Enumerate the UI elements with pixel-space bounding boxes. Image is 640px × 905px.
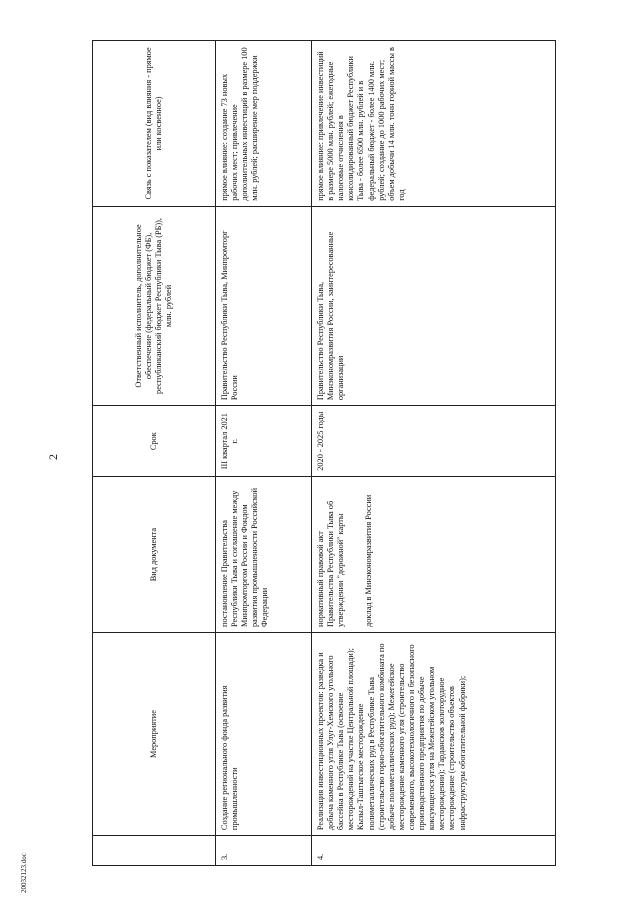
link-cell: прямое влияние: привлечение инвестиций в размере 5000 млн. рублей; ежегодные налоговые отчисления в консолидированный бюджет Республики Тыва - более 6500 млн. рублей и в федеральный бюджет - более 1400 млн. рублей; создание до 1000 рабочих мест; объем добычи 14 млн. тонн горной массы в год bbox=[312, 41, 556, 207]
executor-cell: Правительство Республики Тыва, Минпромторг России bbox=[216, 206, 312, 405]
header-num bbox=[93, 836, 216, 866]
row-number: 3. bbox=[216, 836, 312, 866]
term-cell: 2020 - 2025 годы bbox=[312, 406, 556, 477]
document-code: 20032123.doc bbox=[20, 853, 28, 893]
activity-cell: Создание регионального фонда развития промышленности bbox=[216, 632, 312, 835]
header-term: Срок bbox=[93, 406, 216, 477]
table-header-row bbox=[93, 41, 216, 866]
executor-cell: Правительство Республики Тыва, Минэкономразвития России, заинтересованные организации bbox=[312, 206, 556, 405]
doc-type-text: нормативный правовой акт Правительства Республики Тыва об утверждении "дорожной" карты bbox=[316, 500, 346, 627]
row-number: 4. bbox=[312, 836, 556, 866]
activities-table-sheet bbox=[92, 40, 556, 866]
header-executor: Ответственный исполнитель, дополнительное обеспечение (федеральный бюджет (ФБ), республиканский бюджет Республики Тыва (РБ)), млн. рублей bbox=[93, 206, 216, 405]
header-link: Связь с показателем (вид влияния - прямое или косвенное) bbox=[93, 41, 216, 207]
doc-type-cell: постановление Правительства Республики Тыва и соглашение между Минпромторгом России и Фондом развития промышленности Российской Федерации bbox=[216, 477, 312, 633]
doc-type-cell bbox=[312, 477, 556, 633]
activities-table bbox=[92, 40, 556, 866]
activity-cell: Реализация инвестиционных проектов: разведка и добыча каменного угля Улуг-Хемского угольного бассейна в Республике Тыва (освоение месторождений на участке Центральной площади); Кызыл-Таштыгское месторождение полиметаллических руд в Республике Тыва (строительство горно-обогатительного комбината по добыче полиметаллических руд); Межегейское месторождение каменного угля (строительство современного, высокотехнологичного и безопасного производственного предприятия по добыче коксующегося угля на Межегейском угольном месторождении); Тардансков золоторудное месторождение (строительство объектов инфраструктуры обогатительной фабрики); bbox=[312, 632, 556, 835]
table-row bbox=[216, 41, 312, 866]
term-cell: III квартал 2021 г. bbox=[216, 406, 312, 477]
header-activity: Мероприятие bbox=[93, 632, 216, 835]
doc-type-report: доклад в Минэкономразвития России bbox=[364, 494, 374, 627]
page-number: 2 bbox=[46, 454, 60, 460]
header-doc-type: Вид документа bbox=[93, 477, 216, 633]
table-row bbox=[312, 41, 556, 866]
link-cell: прямое влияние: создание 73 новых рабочих мест; привлечение дополнительных инвестиций в размере 100 млн. рублей; расширение мер поддержки bbox=[216, 41, 312, 207]
